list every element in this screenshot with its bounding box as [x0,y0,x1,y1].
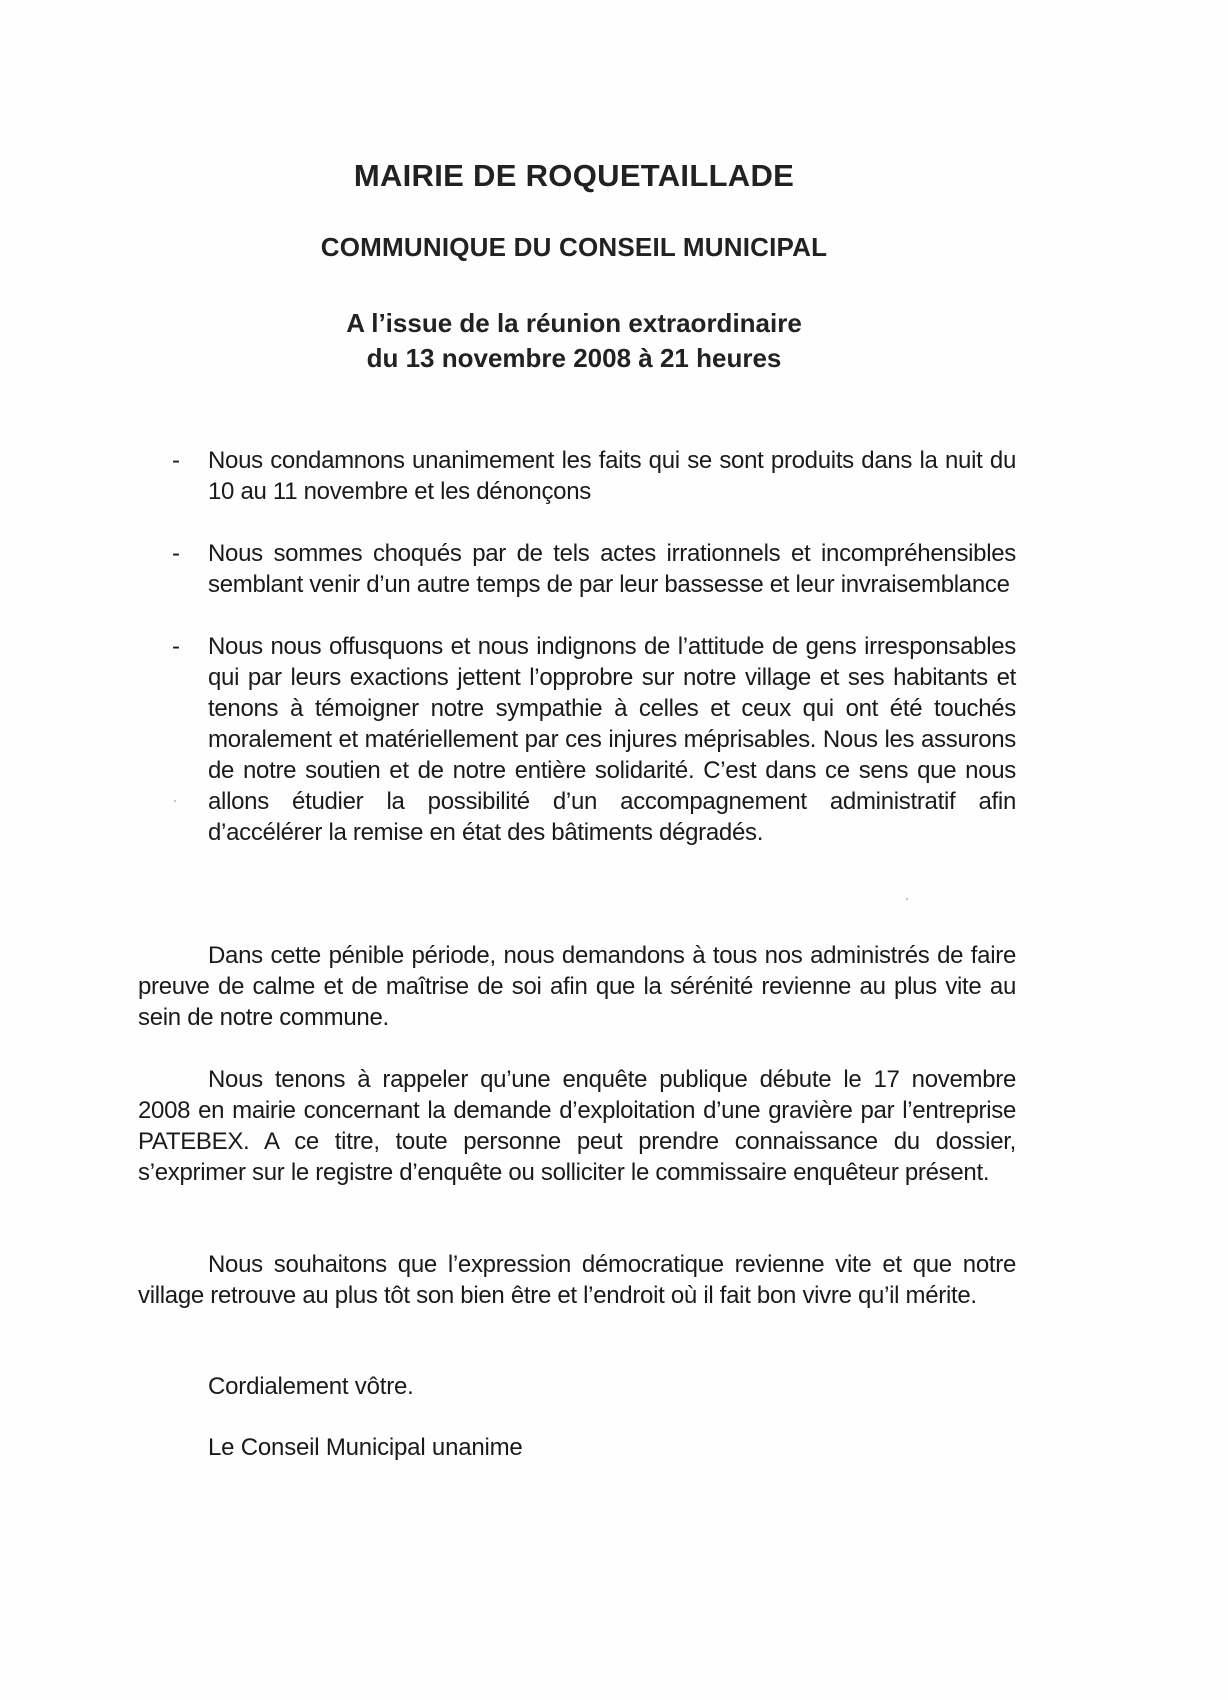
dash-bullet-icon: - [172,540,180,567]
meeting-heading [0,306,1148,376]
document-title: MAIRIE DE ROQUETAILLADE [353,158,795,193]
body-paragraph-public-inquiry: Nous tenons à rappeler qu’une enquête publique débute le 17 novembre 2008 en mairie concernant la demande d’exploitation d’une gravière par l’entreprise PATEBEX. A ce titre, toute personne peut prendre connaissance du dossier, s’exprimer sur le registre d’enquête ou solliciter le commissaire enquêteur présent. [138,1066,1016,1186]
body-paragraph-democratic-expression: Nous souhaitons que l’expression démocratique revienne vite et que notre village retrouve au plus tôt son bien être et l’endroit où il fait bon vivre qu’il mérite. [138,1251,1016,1309]
closing-salutation: Cordialement vôtre. [208,1373,414,1400]
dash-bullet-icon: - [172,633,180,660]
document-subtitle: COMMUNIQUE DU CONSEIL MUNICIPAL [320,232,828,262]
resolution-text: Nous nous offusquons et nous indignons de l’attitude de gens irresponsables qui par leurs exactions jettent l’opprobre sur notre village et ses habitants et tenons à témoigner notre sympathie à celles et ceux qui ont été touchés moralement et matériellement par ces injures méprisables. Nous les assurons de notre soutien et de notre entière solidarité. C’est dans ce sens que nous allons étudier la possibilité d’un accompagnement administratif afin d’accélérer la remise en état des bâtiments dégradés. [208,633,1016,846]
resolution-item [166,538,1016,600]
body-paragraph-calm: Dans cette pénible période, nous demandons à tous nos administrés de faire preuve de calme et de maîtrise de soi afin que la sérénité revienne au plus vite au sein de notre commune. [138,942,1016,1031]
resolution-text: Nous condamnons unanimement les faits qui se sont produits dans la nuit du 10 au 11 novembre et les dénonçons [208,447,1016,505]
meeting-heading-line-1: A l’issue de la réunion extraordinaire [346,308,802,338]
signature-line: Le Conseil Municipal unanime [208,1434,523,1461]
resolution-list [166,445,1016,879]
scan-speck [906,898,908,900]
resolution-item [166,445,1016,507]
meeting-heading-line-2: du 13 novembre 2008 à 21 heures [366,343,782,373]
scan-speck [174,800,176,802]
resolution-text: Nous sommes choqués par de tels actes irrationnels et incompréhensibles semblant venir d’un autre temps de par leur bassesse et leur invraisemblance [208,540,1016,598]
resolution-item [166,631,1016,848]
dash-bullet-icon: - [172,447,180,474]
